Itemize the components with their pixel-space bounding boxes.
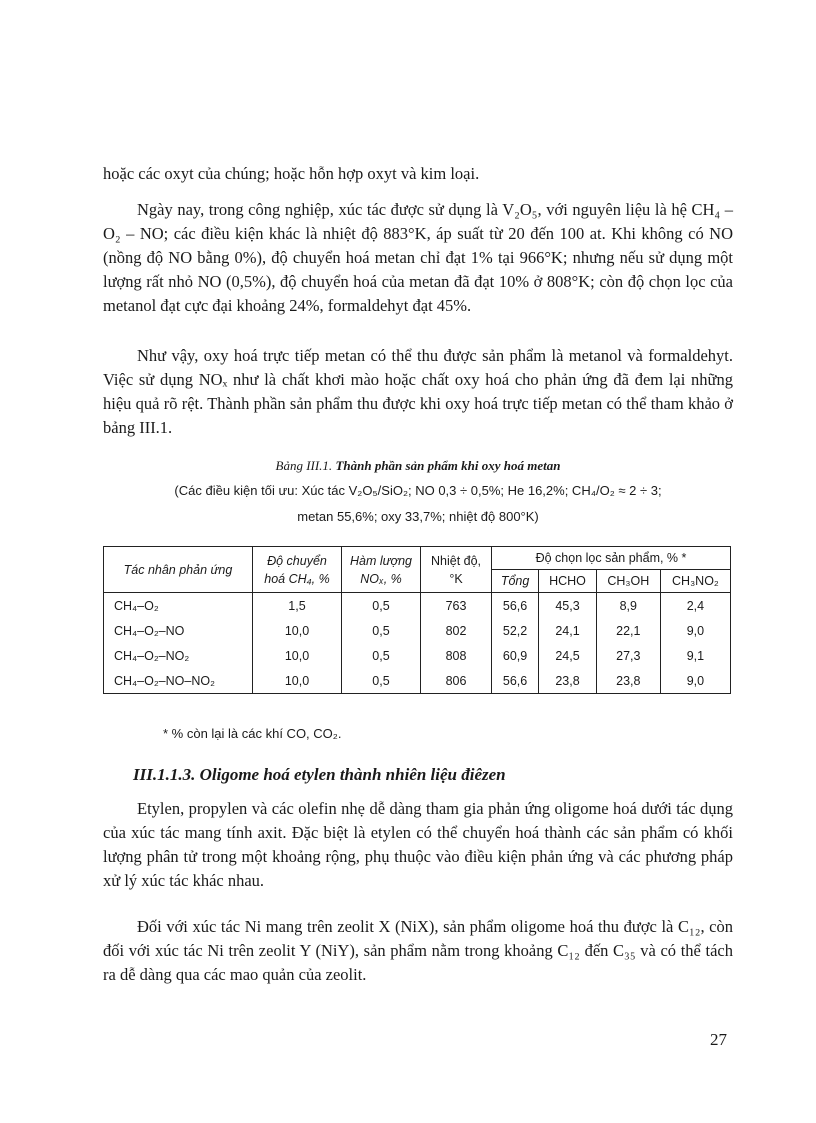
paragraph-industrial-catalyst: Ngày nay, trong công nghiệp, xúc tác được sử dụng là V₂O₅, với nguyên liệu là hệ CH₄ – O₂ – NO; các điều kiện khác là nhiệt độ 883°K, áp suất từ 20 đến 100 at. Khi không có NO (nồng độ NO bằng 0%), độ chuyển hoá metan chỉ đạt 1% tại 966°K; nhưng nếu sử dụng một lượng rất nhỏ NO (0,5%), độ chuyển hoá của metan đã đạt 10% ở 808°K; còn độ chọn lọc của metanol đạt cực đại khoảng 24%, formaldehyt đạt 45%. (103, 200, 733, 315)
cell-agent: CH₄–O₂ (104, 593, 253, 619)
table-caption-label: Bảng III.1. (275, 458, 333, 473)
cell-hcho: 24,1 (539, 618, 597, 643)
cell-conversion: 10,0 (253, 668, 342, 694)
cell-nox: 0,5 (342, 643, 421, 668)
header-temperature: Nhiệt độ, °K (421, 547, 492, 593)
cell-ch3no2: 9,1 (660, 643, 730, 668)
product-composition-table (103, 546, 731, 694)
header-selectivity: Độ chọn lọc sản phẩm, % * (492, 547, 731, 570)
header-ch3oh: CH₃OH (596, 570, 660, 593)
table-conditions-line-1: (Các điều kiện tối ưu: Xúc tác V₂O₅/SiO₂; NO 0,3 ÷ 0,5%; He 16,2%; CH₄/O₂ ≈ 2 ÷ 3; (174, 483, 662, 498)
cell-total: 60,9 (492, 643, 539, 668)
cell-nox: 0,5 (342, 618, 421, 643)
header-ch3no2: CH₃NO₂ (660, 570, 730, 593)
cell-temperature: 806 (421, 668, 492, 694)
header-total: Tổng (492, 570, 539, 593)
cell-total: 52,2 (492, 618, 539, 643)
cell-ch3no2: 9,0 (660, 618, 730, 643)
cell-hcho: 24,5 (539, 643, 597, 668)
cell-total: 56,6 (492, 668, 539, 694)
cell-agent: CH₄–O₂–NO–NO₂ (104, 668, 253, 694)
cell-hcho: 23,8 (539, 668, 597, 694)
header-hcho: HCHO (539, 570, 597, 593)
table-caption-title: Thành phần sản phẩm khi oxy hoá metan (335, 458, 561, 473)
paragraph-direct-oxidation: Như vậy, oxy hoá trực tiếp metan có thể thu được sản phẩm là metanol và formaldehyt. Việc sử dụng NOₓ như là chất khơi mào hoặc chất oxy hoá cho phản ứng đã đem lại những hiệu quả rõ rệt. Thành phần sản phẩm thu được khi oxy hoá trực tiếp metan có thể tham khảo ở bảng III.1. (103, 346, 733, 437)
table-row (104, 643, 731, 668)
cell-conversion: 1,5 (253, 593, 342, 619)
paragraph-olefin-oligomerization: Etylen, propylen và các olefin nhẹ dễ dàng tham gia phản ứng oligome hoá dưới tác dụng của xúc tác mang tính axit. Đặc biệt là etylen có thể chuyển hoá thành các sản phẩm có khối lượng phân tử trong một khoảng rộng, phụ thuộc vào điều kiện phản ứng và các phương pháp xử lý xúc tác khác nhau. (103, 799, 733, 890)
cell-ch3oh: 8,9 (596, 593, 660, 619)
cell-conversion: 10,0 (253, 618, 342, 643)
cell-ch3oh: 22,1 (596, 618, 660, 643)
cell-nox: 0,5 (342, 593, 421, 619)
cell-total: 56,6 (492, 593, 539, 619)
cell-ch3oh: 27,3 (596, 643, 660, 668)
cell-ch3oh: 23,8 (596, 668, 660, 694)
cell-temperature: 763 (421, 593, 492, 619)
table-row (104, 668, 731, 694)
section-heading: III.1.1.3. Oligome hoá etylen thành nhiên liệu điêzen (133, 765, 506, 784)
paragraph-intro: hoặc các oxyt của chúng; hoặc hỗn hợp oxyt và kim loại. (103, 164, 480, 183)
table-footnote: * % còn lại là các khí CO, CO₂. (163, 726, 342, 741)
table-row (104, 618, 731, 643)
table-caption (103, 455, 733, 477)
cell-temperature: 808 (421, 643, 492, 668)
cell-agent: CH₄–O₂–NO₂ (104, 643, 253, 668)
table-conditions-line-2: metan 55,6%; oxy 33,7%; nhiệt độ 800°K) (297, 509, 539, 524)
cell-ch3no2: 2,4 (660, 593, 730, 619)
cell-hcho: 45,3 (539, 593, 597, 619)
cell-ch3no2: 9,0 (660, 668, 730, 694)
cell-nox: 0,5 (342, 668, 421, 694)
header-agent: Tác nhân phản ứng (104, 547, 253, 593)
header-nox: Hàm lượng NOₓ, % (342, 547, 421, 593)
cell-agent: CH₄–O₂–NO (104, 618, 253, 643)
table-row (104, 593, 731, 619)
header-conversion: Độ chuyển hoá CH₄, % (253, 547, 342, 593)
cell-temperature: 802 (421, 618, 492, 643)
paragraph-zeolite-catalysts: Đối với xúc tác Ni mang trên zeolit X (NiX), sản phẩm oligome hoá thu được là C₁₂, còn đối với xúc tác Ni trên zeolit Y (NiY), sản phẩm nằm trong khoảng C₁₂ đến C₃₅ và có thể tách ra dễ dàng qua các mao quản của zeolit. (103, 917, 733, 984)
cell-conversion: 10,0 (253, 643, 342, 668)
page-number: 27 (710, 1030, 727, 1049)
